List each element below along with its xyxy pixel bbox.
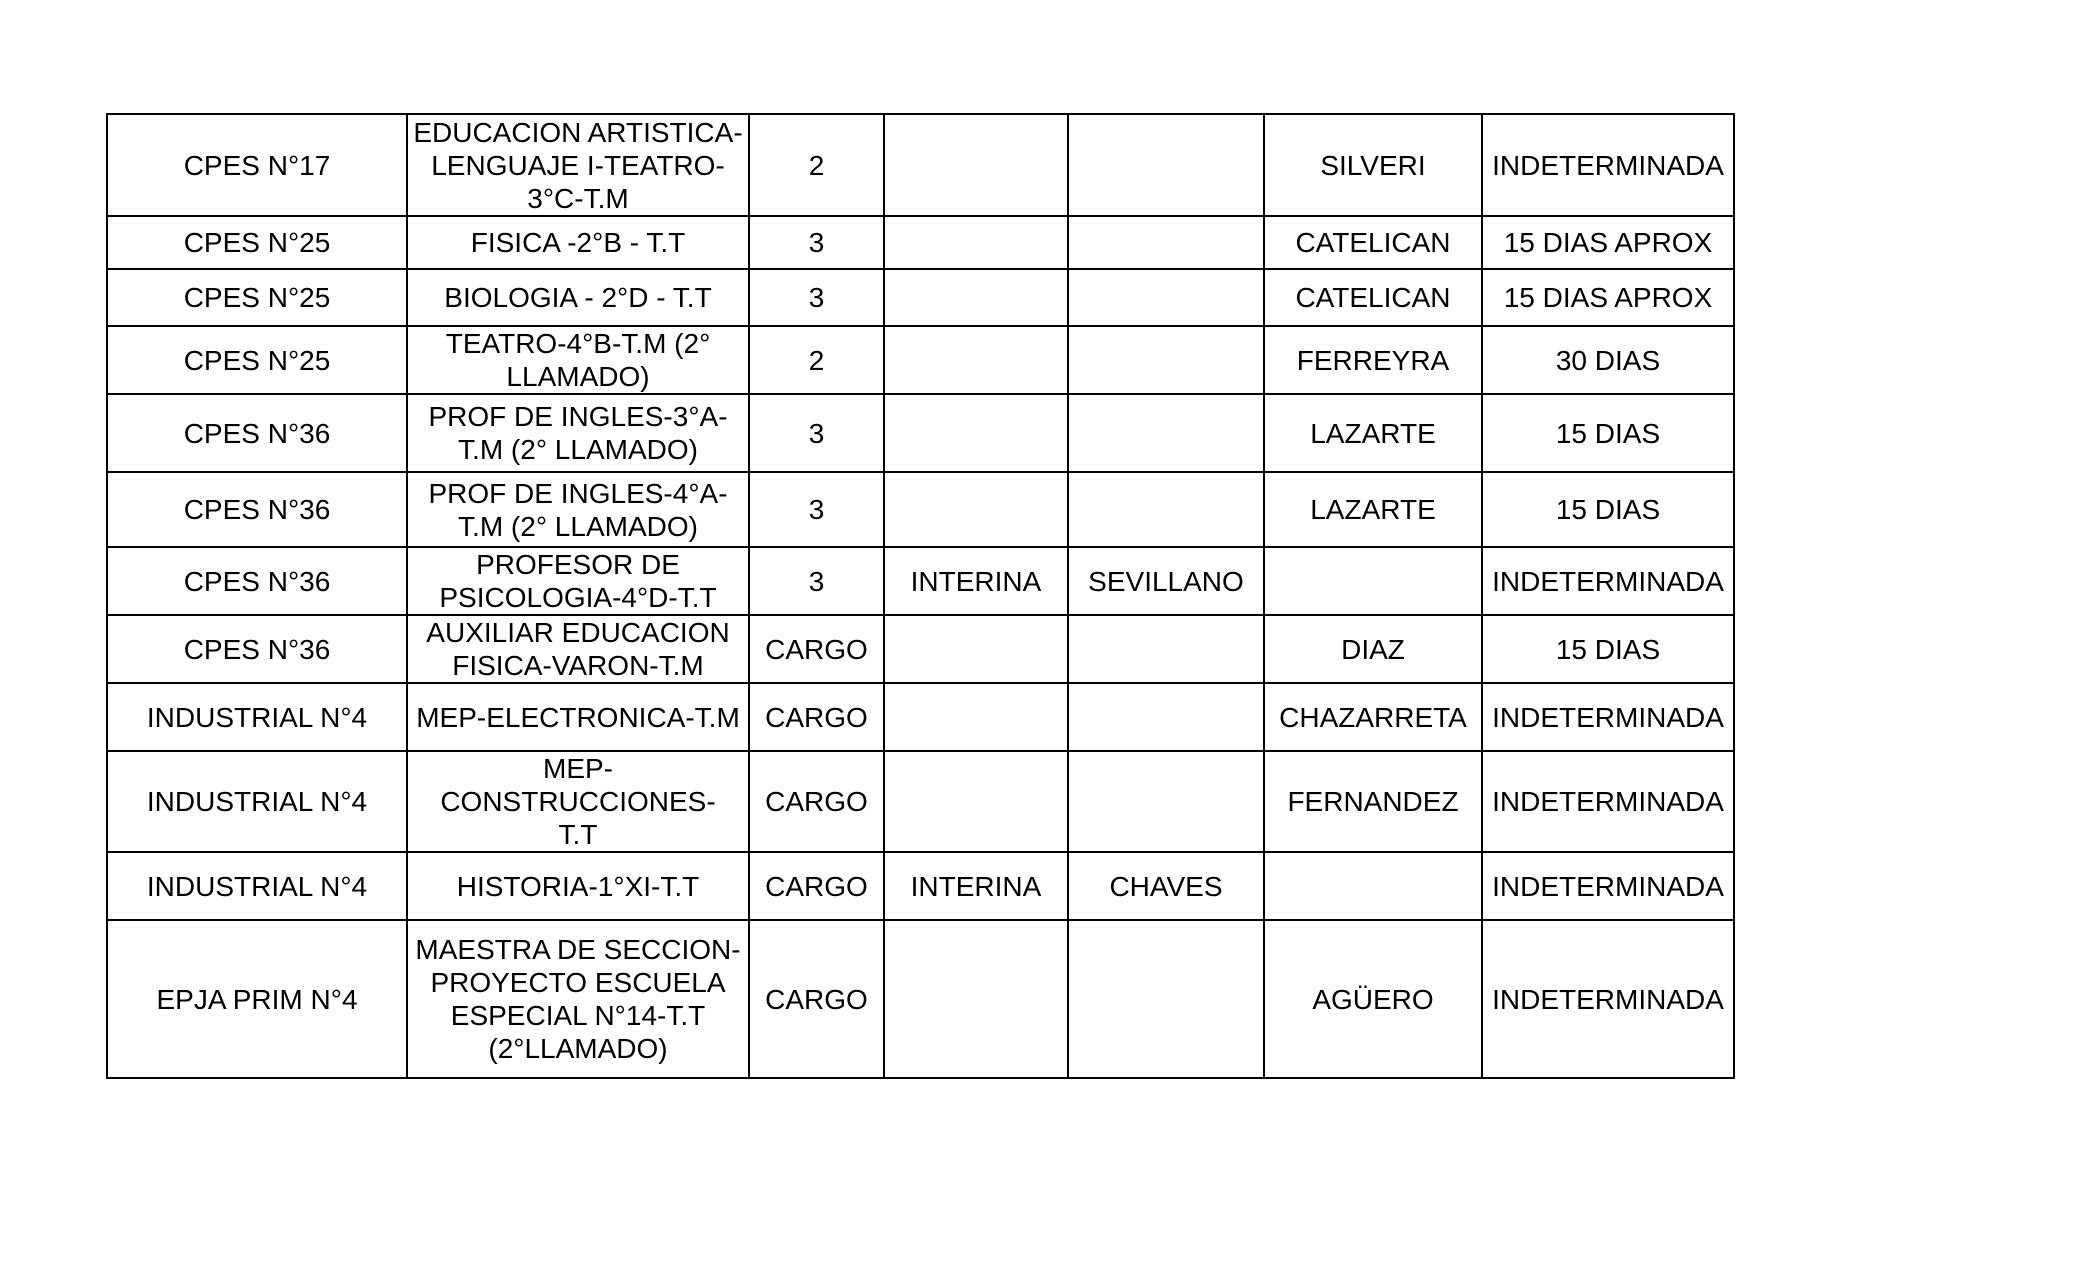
subject-line: TEATRO-4°B-T.M (2° [445,328,711,359]
hours-cell: 3 [749,269,884,326]
subject-line: AUXILIAR EDUCACION [426,617,730,648]
table-row [107,751,1734,852]
hours-cell: CARGO [749,920,884,1078]
holder-cell [1068,683,1264,751]
table-row [107,920,1734,1078]
subject-line: FISICA -2°B - T.T [470,227,686,258]
subject-cell [407,920,749,1078]
subject-cell [407,751,749,852]
holder-cell [1068,114,1264,216]
hours-cell: 2 [749,326,884,394]
duration-cell: 15 DIAS APROX [1482,216,1734,269]
table-row [107,683,1734,751]
situation-cell [884,683,1068,751]
hours-cell: CARGO [749,852,884,920]
situation-cell [884,751,1068,852]
school-cell: INDUSTRIAL N°4 [107,751,407,852]
subject-line: LLAMADO) [506,361,650,392]
replaced-cell: AGÜERO [1264,920,1482,1078]
subject-line: PROFESOR DE [476,549,680,580]
school-cell: INDUSTRIAL N°4 [107,683,407,751]
replaced-cell: CATELICAN [1264,216,1482,269]
replaced-cell: DIAZ [1264,615,1482,683]
replaced-cell: FERNANDEZ [1264,751,1482,852]
situation-cell [884,394,1068,472]
table-row [107,326,1734,394]
subject-line: BIOLOGIA - 2°D - T.T [444,282,712,313]
replaced-cell: FERREYRA [1264,326,1482,394]
subject-line: FISICA-VARON-T.M [452,650,704,681]
school-cell: CPES N°17 [107,114,407,216]
school-cell: CPES N°36 [107,472,407,547]
holder-cell [1068,751,1264,852]
subject-cell [407,547,749,615]
replaced-cell: SILVERI [1264,114,1482,216]
duration-cell: 15 DIAS APROX [1482,269,1734,326]
subject-line: PSICOLOGIA-4°D-T.T [439,582,717,613]
school-cell: CPES N°36 [107,615,407,683]
school-cell: CPES N°36 [107,547,407,615]
replaced-cell: CHAZARRETA [1264,683,1482,751]
duration-cell: 15 DIAS [1482,615,1734,683]
replaced-cell: CATELICAN [1264,269,1482,326]
holder-cell [1068,216,1264,269]
subject-line: HISTORIA-1°XI-T.T [456,870,700,902]
replaced-cell [1264,852,1482,920]
replaced-cell: LAZARTE [1264,472,1482,547]
subject-line: T.M (2° LLAMADO) [458,510,698,542]
situation-cell [884,615,1068,683]
situation-cell [884,114,1068,216]
duration-cell: INDETERMINADA [1482,547,1734,615]
subject-line: LENGUAJE I-TEATRO- [431,149,725,181]
school-cell: INDUSTRIAL N°4 [107,852,407,920]
hours-cell: CARGO [749,615,884,683]
school-cell: CPES N°25 [107,326,407,394]
holder-cell [1068,269,1264,326]
hours-cell: 3 [749,472,884,547]
holder-cell [1068,920,1264,1078]
subject-line: PROYECTO ESCUELA [430,967,726,998]
table-row [107,472,1734,547]
situation-cell [884,216,1068,269]
holder-cell [1068,394,1264,472]
subject-line: ESPECIAL N°14-T.T [450,1000,706,1031]
school-cell: CPES N°25 [107,269,407,326]
duration-cell: 15 DIAS [1482,394,1734,472]
subject-cell [407,683,749,751]
subject-cell [407,114,749,216]
duration-cell: INDETERMINADA [1482,920,1734,1078]
subject-line: 3°C-T.M [527,182,629,214]
situation-cell: INTERINA [884,547,1068,615]
data-table [106,113,1735,1079]
duration-cell: 30 DIAS [1482,326,1734,394]
situation-cell [884,269,1068,326]
subject-line: MAESTRA DE SECCION- [415,934,741,965]
school-cell: EPJA PRIM N°4 [107,920,407,1078]
school-cell: CPES N°25 [107,216,407,269]
replaced-cell [1264,547,1482,615]
subject-cell [407,394,749,472]
subject-line: PROF DE INGLES-4°A- [428,477,728,509]
situation-cell [884,326,1068,394]
table-row [107,269,1734,326]
hours-cell: 2 [749,114,884,216]
table-row [107,547,1734,615]
subject-line: (2°LLAMADO) [488,1033,668,1064]
duration-cell: INDETERMINADA [1482,683,1734,751]
duration-cell: 15 DIAS [1482,472,1734,547]
subject-cell [407,615,749,683]
table-row [107,394,1734,472]
subject-cell [407,216,749,269]
holder-cell [1068,615,1264,683]
duration-cell: INDETERMINADA [1482,852,1734,920]
table-row [107,216,1734,269]
holder-cell: CHAVES [1068,852,1264,920]
hours-cell: 3 [749,547,884,615]
subject-line: MEP-ELECTRONICA-T.M [416,701,740,733]
school-cell: CPES N°36 [107,394,407,472]
subject-cell [407,326,749,394]
hours-cell: 3 [749,216,884,269]
subject-line: EDUCACION ARTISTICA- [413,116,743,148]
duration-cell: INDETERMINADA [1482,114,1734,216]
table-row [107,852,1734,920]
replaced-cell: LAZARTE [1264,394,1482,472]
subject-line: MEP-CONSTRUCCIONES- [440,753,716,817]
table-row [107,114,1734,216]
hours-cell: 3 [749,394,884,472]
holder-cell: SEVILLANO [1068,547,1264,615]
subject-cell [407,852,749,920]
holder-cell [1068,326,1264,394]
subject-cell [407,269,749,326]
subject-line: PROF DE INGLES-3°A- [428,401,728,432]
subject-cell [407,472,749,547]
situation-cell: INTERINA [884,852,1068,920]
situation-cell [884,920,1068,1078]
table-row [107,615,1734,683]
hours-cell: CARGO [749,683,884,751]
duration-cell: INDETERMINADA [1482,751,1734,852]
subject-line: T.M (2° LLAMADO) [458,434,698,465]
holder-cell [1068,472,1264,547]
subject-line: T.T [558,819,598,850]
hours-cell: CARGO [749,751,884,852]
situation-cell [884,472,1068,547]
